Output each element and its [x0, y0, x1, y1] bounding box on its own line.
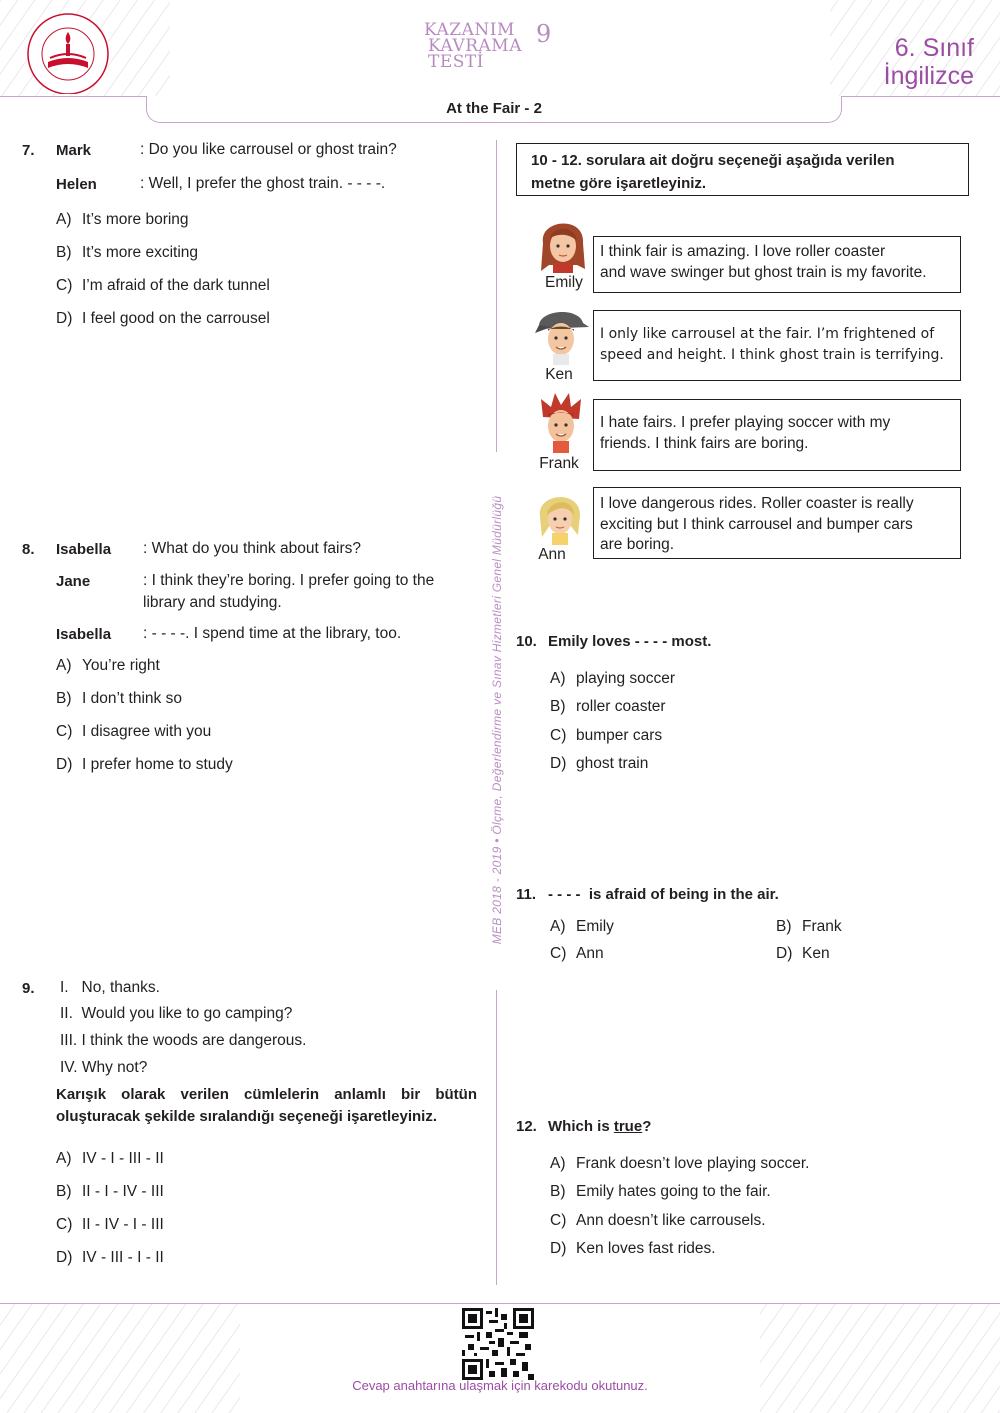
option-letter: A) — [550, 918, 566, 935]
question-number: 7. — [22, 142, 35, 159]
speaker-jane: Jane — [56, 573, 91, 590]
person-name: Frank — [539, 455, 579, 472]
subject-label: İngilizce — [883, 62, 974, 90]
option-text: You’re right — [82, 657, 160, 674]
column-divider-bottom — [496, 990, 497, 1285]
question-prefix: Which is — [548, 1118, 614, 1135]
option-a[interactable] — [56, 657, 160, 675]
speaker-helen: Helen — [56, 176, 97, 193]
option-letter: D) — [550, 1240, 567, 1257]
option-letter: D) — [56, 1249, 73, 1266]
instruction-line: metne göre işaretleyiniz. — [531, 175, 707, 192]
question-number: 12. — [516, 1118, 537, 1135]
option-b[interactable] — [550, 698, 666, 716]
speech-line: I only like carrousel at the fair. I’m frightened of — [600, 326, 935, 342]
brand-line2: KAVRAMA — [428, 36, 522, 56]
option-letter: B) — [56, 244, 72, 261]
speaker-isabella: Isabella — [56, 626, 112, 643]
dialogue-line: : Well, I prefer the ghost train. - - - -. — [140, 175, 386, 192]
question-text — [548, 1118, 651, 1135]
option-letter: C) — [550, 945, 567, 962]
brand-number: 9 — [536, 20, 552, 48]
instruction-box — [516, 143, 969, 196]
vertical-note: MEB 2018 - 2019 • Ölçme, Değerlendirme ve Sınav Hizmetleri Genel Müdürlüğü — [490, 495, 504, 945]
option-text: Frank — [802, 918, 842, 935]
option-text: roller coaster — [576, 698, 666, 715]
question-text: Emily loves - - - - most. — [548, 633, 712, 650]
option-d[interactable] — [56, 756, 233, 774]
option-b[interactable] — [56, 690, 182, 708]
dialogue-line: : What do you think about fairs? — [143, 540, 361, 557]
option-d[interactable] — [776, 945, 830, 963]
instruction-line: oluşturacak şekilde sıralandığı seçeneği işaretleyiniz. — [56, 1108, 438, 1125]
question-number: 9. — [22, 980, 35, 997]
sentence-item: I. No, thanks. — [60, 979, 160, 996]
question-emphasis: true — [613, 1118, 643, 1135]
sentence-item: II. Would you like to go camping? — [60, 1005, 293, 1022]
option-text: II - I - IV - III — [82, 1183, 164, 1200]
option-a[interactable] — [550, 1155, 809, 1173]
speech-box-frank — [593, 399, 961, 471]
ministry-logo — [26, 10, 110, 94]
speech-box-ann — [593, 487, 961, 559]
brand-line3: TESTİ — [428, 52, 484, 72]
option-text: I’m afraid of the dark tunnel — [82, 277, 270, 294]
option-d[interactable] — [550, 755, 648, 773]
question-number: 8. — [22, 541, 35, 558]
option-letter: B) — [550, 698, 566, 715]
speaker-isabella: Isabella — [56, 541, 112, 558]
instruction-line: Karışık olarak verilen cümlelerin anlamlı bir bütün — [56, 1086, 477, 1103]
speech-line: are boring. — [600, 536, 675, 553]
option-text: II - IV - I - III — [82, 1216, 164, 1233]
question-number: 10. — [516, 633, 537, 650]
option-c[interactable] — [56, 723, 211, 741]
option-letter: D) — [56, 310, 73, 327]
option-text: Ken — [802, 945, 830, 962]
option-text: I don’t think so — [82, 690, 182, 707]
brand-line1: KAZANIM — [424, 20, 515, 40]
option-text: Emily — [576, 918, 614, 935]
option-letter: C) — [56, 723, 73, 740]
option-text: It’s more exciting — [82, 244, 199, 261]
person-name: Emily — [545, 274, 583, 291]
vertical-note-wrap — [487, 455, 507, 985]
option-a[interactable] — [56, 211, 189, 229]
option-letter: C) — [550, 1212, 567, 1229]
option-text: Ann — [576, 945, 604, 962]
option-letter: C) — [56, 277, 73, 294]
question-suffix: ? — [642, 1118, 652, 1135]
question-number: 11. — [516, 886, 537, 903]
option-letter: B) — [56, 1183, 72, 1200]
option-c[interactable] — [56, 277, 270, 295]
option-text: Frank doesn’t love playing soccer. — [576, 1155, 810, 1172]
option-text: Emily hates going to the fair. — [576, 1183, 771, 1200]
avatar-ann — [530, 485, 590, 547]
dialogue-line: : I think they’re boring. I prefer going to the — [143, 572, 435, 589]
speech-line: exciting but I think carrousel and bumper cars — [600, 515, 913, 533]
option-d[interactable] — [550, 1240, 716, 1258]
grade-label: 6. Sınıf — [894, 34, 974, 62]
option-text: I feel good on the carrousel — [82, 310, 270, 327]
speech-line: and wave swinger but ghost train is my favorite. — [600, 263, 927, 281]
speech-line: I think fair is amazing. I love roller coaster — [600, 243, 886, 260]
footer-rule — [0, 1303, 1000, 1304]
column-divider-top — [496, 140, 497, 452]
avatar-frank — [531, 391, 591, 453]
dialogue-line: : - - - -. I spend time at the library, too. — [143, 625, 402, 642]
option-letter: C) — [56, 1216, 73, 1233]
dialogue-line: library and studying. — [143, 594, 282, 611]
option-text: ghost train — [576, 755, 649, 772]
option-letter: A) — [550, 1155, 566, 1172]
option-b[interactable] — [776, 918, 842, 936]
option-d[interactable] — [56, 310, 270, 328]
option-b[interactable] — [56, 244, 198, 262]
option-b[interactable] — [550, 1183, 771, 1201]
option-text: bumper cars — [576, 727, 663, 744]
option-c[interactable] — [550, 727, 662, 745]
question-text: - - - - is afraid of being in the air. — [548, 886, 779, 903]
avatar-ken — [531, 303, 591, 365]
option-letter: A) — [56, 1150, 72, 1167]
speech-line: I love dangerous rides. Roller coaster is really — [600, 495, 914, 512]
dialogue-line: : Do you like carrousel or ghost train? — [140, 141, 397, 158]
option-text: Ken loves fast rides. — [576, 1240, 716, 1257]
speech-line: I hate fairs. I prefer playing soccer with my — [600, 414, 891, 431]
speech-line: friends. I think fairs are boring. — [600, 434, 809, 452]
option-letter: D) — [776, 945, 793, 962]
speaker-mark: Mark — [56, 142, 92, 159]
option-d[interactable] — [56, 1249, 164, 1267]
option-text: IV - I - III - II — [82, 1150, 164, 1167]
option-letter: B) — [56, 690, 72, 707]
sentence-item: IV. Why not? — [60, 1059, 148, 1076]
option-letter: D) — [550, 755, 567, 772]
option-a[interactable] — [550, 918, 614, 936]
avatar-emily — [533, 213, 593, 275]
person-name: Ken — [545, 366, 573, 383]
option-text: I disagree with you — [82, 723, 212, 740]
option-c[interactable] — [56, 1216, 164, 1234]
option-a[interactable] — [550, 670, 675, 688]
option-letter: B) — [550, 1183, 566, 1200]
speech-box-ken — [593, 310, 961, 381]
option-letter: A) — [550, 670, 566, 687]
brand-logo — [424, 20, 559, 72]
speech-line: speed and height. I think ghost train is terrifying. — [600, 346, 944, 363]
option-a[interactable] — [56, 1150, 164, 1168]
option-b[interactable] — [56, 1183, 164, 1201]
option-letter: A) — [56, 211, 72, 228]
instruction-line: 10 - 12. sorulara ait doğru seçeneği aşağıda verilen — [531, 152, 895, 169]
option-text: playing soccer — [576, 670, 676, 687]
option-c[interactable] — [550, 1212, 766, 1230]
sentence-item: III. I think the woods are dangerous. — [60, 1032, 307, 1049]
qr-code[interactable] — [462, 1308, 534, 1380]
option-c[interactable] — [550, 945, 604, 963]
option-text: I prefer home to study — [82, 756, 233, 773]
option-text: IV - III - I - II — [82, 1249, 164, 1266]
footer-note: Cevap anahtarına ulaşmak için karekodu okutunuz. — [352, 1378, 648, 1393]
option-text: It’s more boring — [82, 211, 189, 228]
speech-box-emily — [593, 236, 961, 293]
option-text: Ann doesn’t like carrousels. — [576, 1212, 766, 1229]
option-letter: D) — [56, 756, 73, 773]
person-name: Ann — [538, 546, 566, 563]
grade-subject — [884, 34, 974, 90]
option-letter: A) — [56, 657, 72, 674]
option-letter: C) — [550, 727, 567, 744]
option-letter: B) — [776, 918, 792, 935]
test-title: At the Fair - 2 — [446, 100, 542, 117]
